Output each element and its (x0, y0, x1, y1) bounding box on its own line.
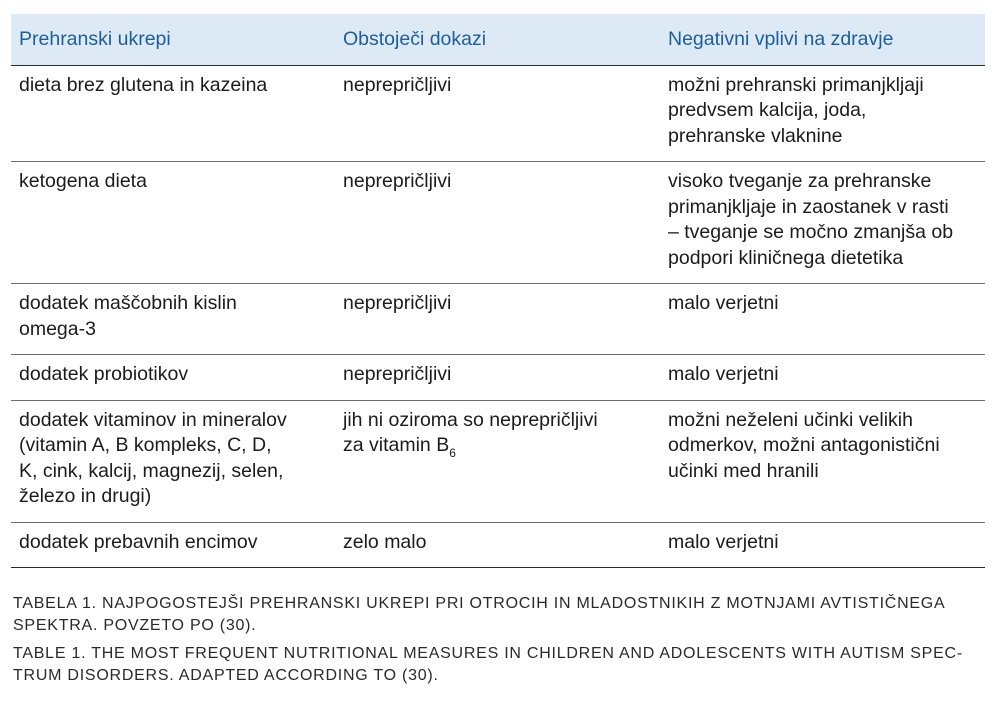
cell-line: jih ni oziroma so neprepričljivi (343, 408, 598, 431)
cell-measure (11, 522, 335, 568)
cell-line: predvsem kalcija, joda, (668, 99, 867, 121)
cell-line: dodatek maščobnih kislin (19, 292, 237, 314)
table-row (11, 162, 985, 284)
cell-line: (vitamin A, B kompleks, C, D, (19, 434, 272, 456)
cell-line: neprepričljivi (343, 292, 452, 314)
vitamin-label: za vitamin B (343, 434, 450, 456)
nutrition-table (11, 14, 985, 568)
cell-line: neprepričljivi (343, 73, 452, 96)
cell-line: prehranske vlaknine (668, 124, 843, 147)
cell-evidence (335, 284, 660, 355)
table-header-row (11, 14, 985, 65)
cell-line: – tveganje se močno zmanjša ob (668, 221, 954, 243)
table-row (11, 65, 985, 162)
caption-line: TABELA 1. NAJPOGOSTEJŠI PREHRANSKI UKREPI PRI OTROCIH IN MLADOSTNIKIH Z MOTNJAMI AVTISTIČNEGA (13, 595, 946, 612)
table-body (11, 65, 985, 568)
cell-measure (11, 355, 335, 401)
cell-line: ketogena dieta (19, 170, 147, 192)
table-header (11, 14, 985, 65)
cell-line: neprepričljivi (343, 170, 452, 192)
cell-line: železo in drugi) (19, 485, 152, 507)
cell-effects (660, 162, 985, 284)
cell-line: malo verjetni (668, 530, 779, 553)
cell-line: primanjkljaje in zaostanek v rasti (668, 195, 949, 218)
cell-effects (660, 522, 985, 568)
cell-line: odmerkov, možni antagonistični (668, 434, 940, 456)
vitamin-subscript: 6 (449, 446, 456, 460)
cell-line: dodatek vitaminov in mineralov (19, 408, 287, 431)
table-row (11, 522, 985, 568)
cell-evidence (335, 522, 660, 568)
cell-line: dodatek probiotikov (19, 363, 189, 385)
table-caption-slovenian (13, 593, 993, 637)
table-row (11, 355, 985, 401)
nutrition-table-container (11, 14, 985, 568)
caption-line: TABLE 1. THE MOST FREQUENT NUTRITIONAL MEASURES IN CHILDREN AND ADOLESCENTS WITH AUTISM SPEC- (13, 645, 963, 662)
table-row (11, 284, 985, 355)
cell-line: možni prehranski primanjkljaji (668, 73, 924, 96)
cell-line: možni neželeni učinki velikih (668, 408, 913, 431)
cell-line: K, cink, kalcij, magnezij, selen, (19, 459, 284, 482)
cell-line: dodatek prebavnih encimov (19, 530, 258, 553)
cell-evidence (335, 162, 660, 284)
cell-measure (11, 284, 335, 355)
header-evidence: Obstoječi dokazi (335, 14, 660, 65)
cell-evidence (335, 355, 660, 401)
cell-effects (660, 284, 985, 355)
cell-evidence (335, 65, 660, 162)
table-row (11, 400, 985, 522)
table-caption-english (13, 643, 993, 687)
cell-line: visoko tveganje za prehranske (668, 170, 932, 192)
cell-line: neprepričljivi (343, 363, 452, 385)
cell-measure (11, 162, 335, 284)
cell-measure (11, 400, 335, 522)
cell-line: malo verjetni (668, 292, 779, 314)
cell-effects (660, 355, 985, 401)
cell-measure (11, 65, 335, 162)
cell-line: zelo malo (343, 530, 427, 553)
header-health-effects: Negativni vplivi na zdravje (660, 14, 985, 65)
cell-line: omega-3 (19, 317, 96, 340)
caption-line: TRUM DISORDERS. ADAPTED ACCORDING TO (30). (13, 667, 439, 684)
cell-line: malo verjetni (668, 363, 779, 385)
cell-line: podpori kliničnega dietetika (668, 246, 904, 269)
cell-line: dieta brez glutena in kazeina (19, 73, 268, 96)
cell-line (343, 433, 652, 459)
cell-effects (660, 65, 985, 162)
cell-effects (660, 400, 985, 522)
cell-line: učinki med hranili (668, 459, 819, 482)
caption-line: SPEKTRA. POVZETO PO (30). (13, 617, 257, 634)
header-measures: Prehranski ukrepi (11, 14, 335, 65)
cell-evidence (335, 400, 660, 522)
